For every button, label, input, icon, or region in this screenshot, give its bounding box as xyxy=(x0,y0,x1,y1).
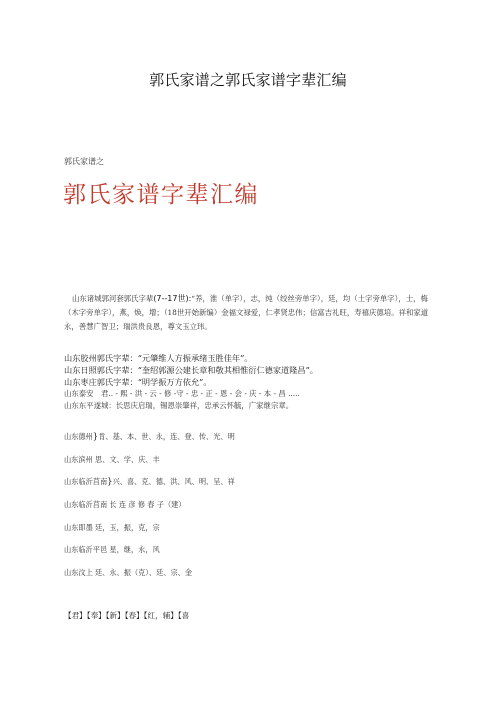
list-item xyxy=(64,566,444,589)
generation-chars: 肯、基、本、世、永，连、登、传、光、明 xyxy=(98,432,235,441)
text-line: 山东泰安 君.. - 熙 - 洪 - 云 - 修 -守 - 忠 - 正 - 恩 - 会 - 庆 - 本 - 昌 ..... xyxy=(64,389,300,398)
list-item xyxy=(64,543,444,566)
bracket-names-line: 【君】【奉】【新】【春】【红，辅】【喜 xyxy=(64,611,190,620)
brace-separator: } xyxy=(107,477,113,488)
main-heading: 郭氏家谱字辈汇编 xyxy=(63,182,259,208)
text-line: 山东东平遂城：长思庆启瑞，锡恩崇肇祥，忠承云怀毓，广家继宗章。 xyxy=(64,401,294,410)
generation-chars: 廷、永、振（克）、廷、宗、金 xyxy=(95,568,193,578)
region-name: 山东滨州 xyxy=(64,454,96,464)
region-name: 山东临沂平邑 xyxy=(64,545,110,555)
text-line: 山东枣庄郭氏字辈：“明学振万方依允”。 xyxy=(64,377,212,387)
generation-chars: 兴、喜、克、德、洪、风、明、呈、祥 xyxy=(112,477,235,487)
region-list xyxy=(64,430,444,589)
document-title: 郭氏家谱之郭氏家谱字辈汇编 xyxy=(149,71,347,89)
region-name: 山东即墨 xyxy=(64,522,96,532)
text-line: 山东日照郭氏字辈：“奎绍郭源公建长章和敬其相惟衍仁德家道隆昌”。 xyxy=(64,365,318,375)
intro-lead: 山东诸城郭河套郭氏字辈 xyxy=(72,294,154,303)
region-name: 山东德州 xyxy=(64,432,93,441)
generation-block xyxy=(64,352,444,412)
list-item xyxy=(64,521,444,544)
region-name: 山东临沂莒南 xyxy=(64,500,110,510)
intro-range: (7--17世): xyxy=(153,294,192,303)
generation-chars: 长 连 彦 修 春 子（建） xyxy=(109,500,186,510)
intro-text: “养，淮（单字），志，纯（绞丝旁单字），廷，均（土字旁单字），士，梅（木字旁单字），燕，焕，增；（18世开始新编）金福文禄爱，仁孝贤忠伟；信富吉礼旺，寿禧庆德培。祥和家道永，善慧广智卫；瑞洪贵良恩，尊文玉立玮。 xyxy=(64,294,429,331)
subtitle-label: 郭氏家谱之 xyxy=(64,157,104,166)
list-item xyxy=(64,475,444,498)
generation-chars: 思、文、学、庆、丰 xyxy=(95,454,160,464)
text-line: 山东胶州郭氏字辈：“元肇维人方振承绪玉胜佳年”。 xyxy=(64,353,253,363)
brace-separator: } xyxy=(92,432,99,442)
list-item xyxy=(64,430,444,453)
generation-chars: 星，继，永，风 xyxy=(109,545,160,555)
generation-chars: 廷，玉，振，克，宗 xyxy=(95,522,160,532)
region-name: 山东临沂莒南 xyxy=(64,477,108,487)
list-item xyxy=(64,453,444,476)
intro-paragraph xyxy=(64,292,434,334)
region-name: 山东汶上 xyxy=(64,568,96,578)
list-item xyxy=(64,498,444,521)
